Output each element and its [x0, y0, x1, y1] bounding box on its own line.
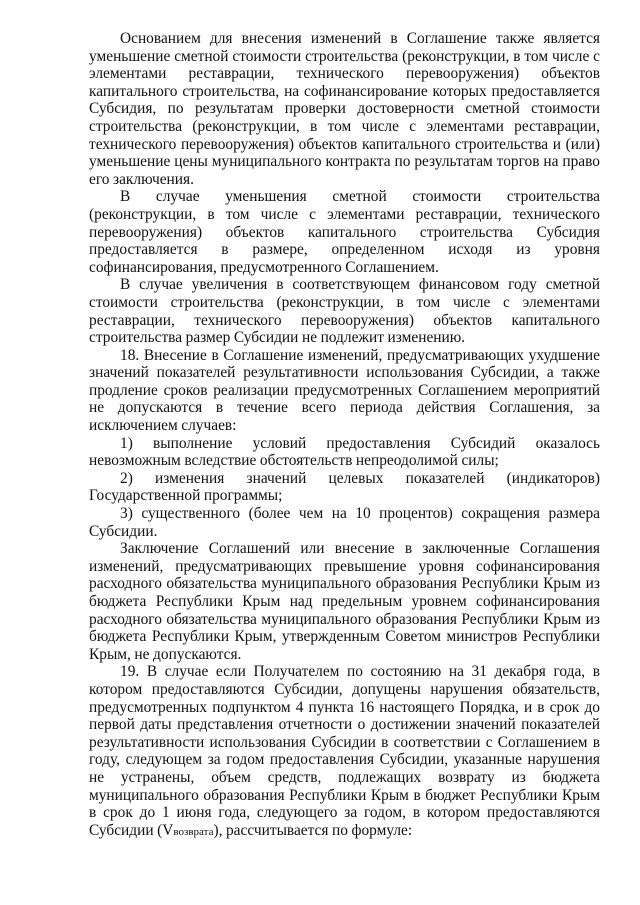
paragraph-1: Основанием для внесения изменений в Соглашение также является уменьшение сметной стоимости строительства (реконструкции, в том числе с элементами реставрации, технического перевооружения) объектов капитального строительства, на софинансирование которых предоставляется Субсидия, по результатам проверки достоверности сметной стоимости строительства (реконструкции, в том числе с элементами реставрации, технического перевооружения) объектов капитального строительства и (или) уменьшение цены муниципального контракта по результатам торгов на право его заключения.: [89, 30, 600, 188]
list-item-3: 3) существенного (более чем на 10 процентов) сокращения размера Субсидии.: [89, 505, 600, 540]
paragraph-19: [89, 663, 600, 841]
paragraph-18: 18. Внесение в Соглашение изменений, предусматривающих ухудшение значений показателей результативности использования Субсидии, а также продление сроков реализации предусмотренных Соглашением мероприятий не допускаются в течение всего периода действия Соглашения, за исключением случаев:: [89, 346, 600, 435]
paragraph-3: В случае увеличения в соответствующем финансовом году сметной стоимости строительства (реконструкции, в том числе с элементами реставрации, технического перевооружения) объектов капитального строительства размер Субсидии не подлежит изменению.: [89, 276, 600, 347]
list-item-1: 1) выполнение условий предоставления Субсидий оказалось невозможным вследствие обстоятельств непреодолимой силы;: [89, 434, 600, 470]
paragraph-conclusion: Заключение Соглашений или внесение в заключенные Соглашения изменений, предусматривающих превышение уровня софинансирования расходного обязательства муниципального образования Республики Крым из бюджета Республики Крым над предельным уровнем софинансирования расходного обязательства муниципального образования Республики Крым из бюджета Республики Крым, утвержденным Советом министров Республики Крым, не допускаются.: [89, 540, 600, 663]
paragraph-19-text-end: ), рассчитывается по формуле:: [213, 821, 413, 839]
paragraph-19-subscript: возврата: [173, 825, 214, 838]
list-item-2: 2) изменения значений целевых показателей (индикаторов) Государственной программы;: [89, 469, 600, 505]
paragraph-19-text: 19. В случае если Получателем по состоянию на 31 декабря года, в котором предоставляются Субсидии, допущены нарушения обязательств, предусмотренных подпунктом 4 пункта 16 настоящего Порядка, и в срок до первой даты представления отчетности о достижении значений показателей результативности использования Субсидии в соответствии с Соглашением в году, следующем за годом предоставления Субсидии, указанные нарушения не устранены, объем средств, подлежащих возврату из бюджета муниципального образования Республики Крым в бюджет Республики Крым в срок до 1 июня года, следующего за годом, в котором предоставляются Субсидии (V: [89, 663, 600, 839]
paragraph-2: В случае уменьшения сметной стоимости строительства (реконструкции, в том числе с элементами реставрации, технического перевооружения) объектов капитального строительства Субсидия предоставляется в размере, определенном исходя из уровня софинансирования, предусмотренного Соглашением.: [89, 188, 600, 276]
